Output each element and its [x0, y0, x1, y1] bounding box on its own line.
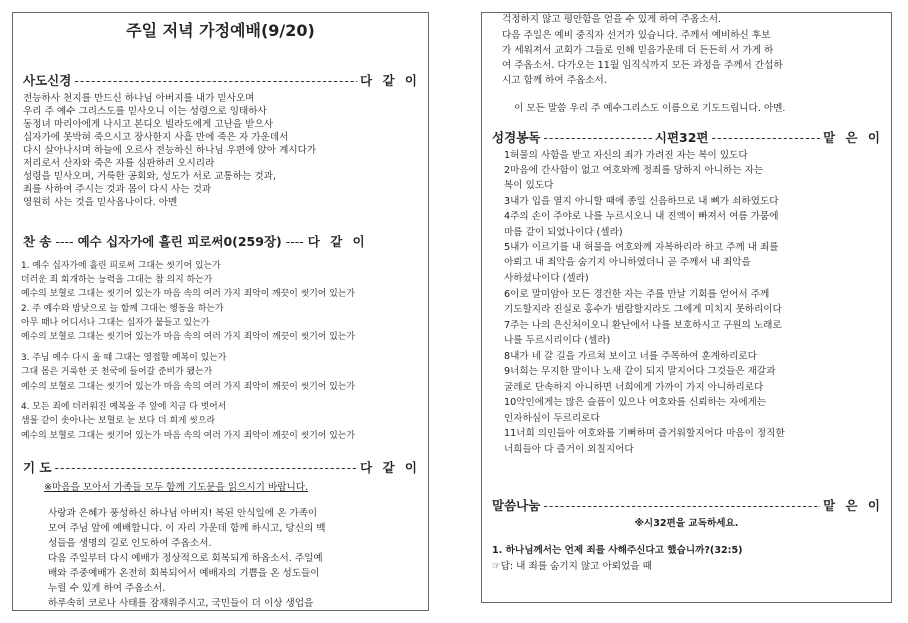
- prayer-line: 여 주옵소서. 다가오는 11월 임직식까지 모든 과정을 주께서 간섭하: [502, 60, 783, 71]
- hymn-line: 예수의 보혈로 그대는 씻기어 있는가 마음 속의 여러 가지 죄악이 깨끗이 씻기어 있는가: [21, 431, 355, 441]
- verse-line: 9너희는 무지한 말이나 노새 같이 되지 말지어다 그것들은 재갈과: [504, 366, 776, 377]
- reading-label: 성경봉독: [492, 130, 541, 145]
- header-divider: [55, 460, 358, 475]
- creed-label: 사도신경: [23, 73, 72, 88]
- prayer-line: 사랑과 은혜가 풍성하신 하나님 아버지! 복된 안식일에 온 가족이: [48, 508, 318, 519]
- hymn-line: 예수의 보혈로 그대는 씻기어 있는가 마음 속의 여러 가지 죄악이 깨끗이 씻기어 있는가: [21, 289, 355, 299]
- creed-line: 다시 살아나시며 하늘에 오르사 전능하신 하나님 우편에 앉아 계시다가: [23, 145, 317, 156]
- verse-line: 8내가 네 갈 길을 가르쳐 보이고 너를 주목하여 훈계하리로다: [504, 351, 757, 362]
- prayer-line: 모여 주님 앞에 예배합니다. 이 자리 가운데 함께 하시고, 당신의 백: [48, 523, 326, 534]
- verse-line: 5내가 이르기를 내 허물을 여호와께 자복하리라 하고 주께 내 죄를: [504, 242, 779, 253]
- verse-line: 나를 두르시리이다 (셀라): [504, 335, 611, 346]
- hymn-line: 그대 몸은 거룩한 곳 천국에 들어갈 준비가 됐는가: [21, 367, 213, 377]
- reading-passage: 시편32편: [654, 130, 709, 145]
- prayer-line: 다음 주일은 예비 중직자 선거가 있습니다. 주께서 예비하신 후보: [502, 30, 771, 41]
- prayer-note: ※마음을 모아서 가족들 모두 함께 기도문을 읽으시기 바랍니다.: [44, 482, 309, 493]
- hymn-line: 예수의 보혈로 그대는 씻기어 있는가 마음 속의 여러 가지 죄악이 깨끗이 씻기어 있는가: [21, 382, 355, 392]
- verse-line: 6이로 말미암아 모든 경건한 자는 주를 만날 기회를 얻어서 주께: [504, 289, 770, 300]
- verse-line: 인자하심이 두르리로다: [504, 413, 600, 424]
- hymn-line: 아무 때나 어디서나 그대는 십자가 붙들고 있는가: [21, 318, 210, 328]
- verse-line: 굴레로 단속하지 아니하면 너희에게 가까이 가지 아니하리로다: [504, 382, 764, 393]
- prayer-line: 시고 함께 하여 주옵소서.: [502, 75, 607, 86]
- prayer-responder: 다 같 이: [360, 460, 420, 475]
- hymn-title: 예수 십자가에 흘린 피로써0(259장): [77, 234, 282, 249]
- prayer-closing: 이 모든 말씀 우리 주 예수그리스도 이름으로 기도드립니다. 아멘.: [514, 103, 786, 114]
- prayer-line: 가 세워져서 교회가 그들로 인해 믿음가운데 더 든든히 서 가게 하: [502, 45, 774, 56]
- verse-line: 2마음에 간사함이 없고 여호와께 정죄를 당하지 아니하는 자는: [504, 165, 764, 176]
- verse-line: 너희들아 다 즐거이 외칠지어다: [504, 444, 634, 455]
- verse-line: 3내가 입을 열지 아니할 때에 종일 신음하므로 내 뼈가 쇠하였도다: [504, 196, 779, 207]
- creed-responder: 다 같 이: [360, 73, 420, 88]
- verse-line: 11너희 의인들아 여호와를 기뻐하며 즐거워할지어다 마음이 정직한: [504, 428, 785, 439]
- header-divider: [712, 130, 821, 145]
- verse-line: 복이 있도다: [504, 180, 554, 191]
- creed-line: 우리 주 예수 그리스도를 믿사오니 이는 성령으로 잉태하사: [23, 106, 267, 117]
- prayer-line: 하루속히 코로나 사태를 잠재워주시고, 국민들이 더 이상 생업을: [48, 598, 314, 609]
- hymn-line: 4. 모든 죄에 더러워진 예복을 주 앞에 지금 다 벗어서: [21, 402, 227, 412]
- prayer-line: 배와 주중예배가 온전히 회복되어서 예배자의 기쁨을 온 성도들이: [48, 568, 320, 579]
- sharing-question: 1. 하나님께서는 언제 죄를 사해주신다고 했습니까?(32:5): [492, 545, 743, 556]
- hymn-responder: 다 같 이: [307, 234, 368, 249]
- hymn-line: 1. 예수 십자가에 흘린 피로써 그대는 씻기어 있는가: [21, 261, 221, 271]
- verse-line: 마름 같이 되었나이다 (셀라): [504, 227, 623, 238]
- verse-line: 아뢰고 내 죄악을 숨기지 아니하였더니 곧 주께서 내 죄악을: [504, 257, 751, 268]
- prayer-line: 다음 주일부터 다시 예배가 정상적으로 회복되게 하옵소서. 주일예: [48, 553, 323, 564]
- sharing-header: [492, 497, 883, 513]
- creed-line: 전능하사 천지를 만드신 하나님 아버지를 내가 믿사오며: [23, 93, 255, 104]
- hymn-line: 더러운 죄 회개하는 능력을 그대는 참 의지 하는가: [21, 275, 213, 285]
- verse-line: 10악인에게는 많은 슬픔이 있으나 여호와를 신뢰하는 자에게는: [504, 397, 767, 408]
- creed-line: 동정녀 마리아에게 나시고 본디오 빌라도에게 고난을 받으사: [23, 119, 273, 130]
- verse-line: 사하셨나이다 (셀라): [504, 273, 589, 284]
- creed-header: [23, 72, 420, 88]
- creed-line: 십자가에 못박혀 죽으시고 장사한지 사흘 만에 죽은 자 가운데서: [23, 132, 289, 143]
- creed-line: 성령을 믿사오며, 거룩한 공회와, 성도가 서로 교통하는 것과,: [23, 171, 276, 182]
- hymn-line: 샘물 같이 솟아나는 보혈로 눈 보다 더 희게 씻으라: [21, 416, 216, 426]
- bulletin-left-page: [12, 12, 429, 611]
- creed-line: 저리로서 산자와 죽은 자를 심판하러 오시리라: [23, 158, 215, 169]
- header-divider: [543, 498, 820, 513]
- prayer-line: 걱정하지 않고 평안함을 얻을 수 있게 하여 주옵소서.: [502, 14, 722, 25]
- hymn-line: 3. 주님 예수 다시 올 때 그대는 영접할 예복이 있는가: [21, 353, 227, 363]
- hymn-line: 2. 주 예수와 밤낮으로 늘 함께 그대는 행동을 하는가: [21, 304, 224, 314]
- verse-line: 기도할지라 진실로 홍수가 범람할지라도 그에게 미치지 못하리이다: [504, 304, 782, 315]
- hymn-line: 예수의 보혈로 그대는 씻기어 있는가 마음 속의 여러 가지 죄악이 깨끗이 씻기어 있는가: [21, 332, 355, 342]
- sharing-answer: ☞답: 내 죄를 숨기지 않고 아뢰었을 때: [492, 561, 652, 572]
- hymn-header: 찬 송 ---- 예수 십자가에 흘린 피로써0(259장) ---- 다 같 이: [23, 233, 368, 249]
- prayer-line: 누릴 수 있게 하여 주옵소서.: [48, 583, 166, 594]
- creed-line: 죄를 사하여 주시는 것과 몸이 다시 사는 것과: [23, 184, 212, 195]
- header-divider: [74, 73, 357, 88]
- prayer-label: 기 도: [23, 460, 52, 475]
- prayer-line: 성들을 생명의 길로 인도하여 주옵소서.: [48, 538, 212, 549]
- verse-line: 4주의 손이 주야로 나를 누르시오니 내 진액이 빠져서 여름 가뭄에: [504, 211, 779, 222]
- hymn-label: 찬 송: [23, 234, 52, 249]
- verse-line: 1허물의 사함을 받고 자신의 죄가 가려진 자는 복이 있도다: [504, 150, 748, 161]
- reading-header: [492, 129, 883, 145]
- header-divider: [543, 130, 652, 145]
- page-title: 주일 저녁 가정예배(9/20): [126, 21, 315, 40]
- creed-line: 영원히 사는 것을 믿사옵나이다. 아멘: [23, 197, 178, 208]
- sharing-instruction: ※시32편을 교독하세요.: [634, 518, 739, 529]
- sharing-responder: 맡 은 이: [823, 498, 883, 513]
- verse-line: 7주는 나의 은신처이오니 환난에서 나를 보호하시고 구원의 노래로: [504, 320, 782, 331]
- prayer-header: [23, 459, 420, 475]
- bulletin-right-page: [481, 12, 892, 603]
- reading-responder: 맡 은 이: [823, 130, 883, 145]
- sharing-label: 말씀나눔: [492, 498, 541, 513]
